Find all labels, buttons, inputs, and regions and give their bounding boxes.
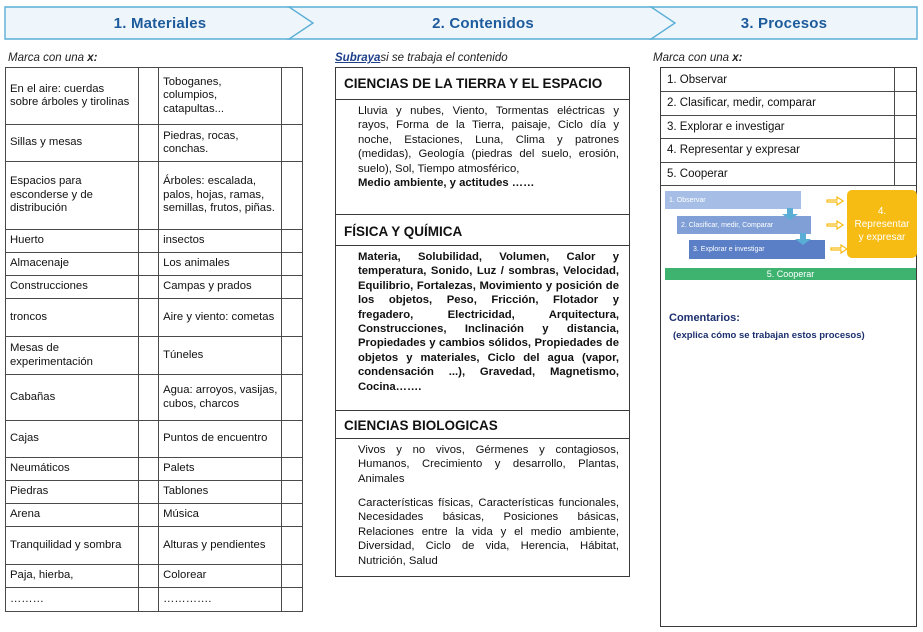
table-row: [6, 375, 303, 421]
section-title-earth: CIENCIAS DE LA TIERRA Y EL ESPACIO: [336, 68, 629, 100]
table-row: [661, 115, 916, 139]
comments-hint: (explica cómo se trabajan estos procesos): [673, 330, 865, 341]
checkbox-cell[interactable]: [894, 92, 916, 116]
checkbox-cell[interactable]: [138, 565, 159, 588]
header-step-materiales: [4, 6, 316, 40]
instruction-underlined: Subraya: [335, 52, 381, 64]
material-label: Toboganes, columpios, catapultas...: [159, 68, 282, 125]
table-row: [6, 458, 303, 481]
checkbox-cell[interactable]: [282, 68, 303, 125]
material-label: Puntos de encuentro: [159, 421, 282, 458]
section-body-bio-1: Vivos y no vivos, Gérmenes y contagiosos, Humanos, Crecimiento y desarrollo, Plantas, Animales: [358, 444, 619, 485]
table-row: [6, 162, 303, 230]
divider: [336, 214, 629, 215]
process-label: 2. Clasificar, medir, comparar: [661, 92, 894, 116]
checkbox-cell[interactable]: [138, 504, 159, 527]
checkbox-cell[interactable]: [138, 253, 159, 276]
material-label: Arena: [6, 504, 139, 527]
contents-panel: [335, 67, 630, 577]
checkbox-cell[interactable]: [282, 125, 303, 162]
arrow-down-icon: [782, 208, 798, 220]
checkbox-cell[interactable]: [282, 458, 303, 481]
material-label: troncos: [6, 299, 139, 337]
table-row: [661, 162, 916, 186]
table-row: [6, 337, 303, 375]
step-title-materiales: 1. Materiales: [113, 14, 207, 32]
material-label: Cajas: [6, 421, 139, 458]
material-label: Paja, hierba,: [6, 565, 139, 588]
section-title-bio: CIENCIAS BIOLOGICAS: [336, 413, 629, 439]
table-row: [661, 139, 916, 163]
diagram-box-observar: 1. Observar: [665, 191, 801, 209]
checkbox-cell[interactable]: [138, 276, 159, 299]
table-row: [6, 481, 303, 504]
checkbox-cell[interactable]: [138, 421, 159, 458]
checkbox-cell[interactable]: [138, 68, 159, 125]
box-line: Representar: [854, 218, 910, 230]
diagram-box-representar: [847, 190, 917, 258]
checkbox-cell[interactable]: [138, 588, 159, 612]
section-body-bio-2: Características físicas, Características funcionales, Necesidades básicas, Posiciones básicas, Relaciones entre la vida y el medio ambiente, Diversidad, Ciclo de vida, Herencia, Hábitat, Nutrición, Salud: [358, 497, 619, 567]
material-label: ………….: [159, 588, 282, 612]
checkbox-cell[interactable]: [282, 337, 303, 375]
materials-instruction: [8, 52, 98, 64]
table-row: [6, 230, 303, 253]
table-row: [6, 527, 303, 565]
checkbox-cell[interactable]: [138, 458, 159, 481]
checkbox-cell[interactable]: [138, 375, 159, 421]
material-label: Campas y prados: [159, 276, 282, 299]
material-label: Colorear: [159, 565, 282, 588]
step-title-contenidos: 2. Contenidos: [432, 14, 534, 32]
material-label: Tablones: [159, 481, 282, 504]
material-label: Espacios para esconderse y de distribución: [6, 162, 139, 230]
material-label: Aire y viento: cometas: [159, 299, 282, 337]
processes-panel: [660, 67, 917, 627]
diagram-box-explorar: 3. Explorar e investigar: [689, 240, 825, 259]
processes-diagram: [665, 190, 915, 282]
table-row: [6, 253, 303, 276]
material-label: Huerto: [6, 230, 139, 253]
checkbox-cell[interactable]: [282, 504, 303, 527]
checkbox-cell[interactable]: [138, 481, 159, 504]
instruction-text: si se trabaja el contenido: [380, 52, 508, 64]
process-label: 1. Observar: [661, 68, 894, 92]
checkbox-cell[interactable]: [282, 230, 303, 253]
material-label: Almacenaje: [6, 253, 139, 276]
checkbox-cell[interactable]: [282, 588, 303, 612]
section-body-earth: [358, 104, 619, 190]
instruction-text: Marca con una: [8, 52, 88, 64]
section-body-physics: Materia, Solubilidad, Volumen, Calor y temperatura, Sonido, Luz / sombras, Velocidad, Equilibrio, Fortalezas, Movimiento y posición de los objetos, Peso, Fricción, Flotador y fregadero, Electricidad, Arquitectura, Construcciones, Inclinación y distancia, Propiedades y cambios sólidos, Propiedades de objetos y materiales, Ciclo del agua (vapor, condensación ...), Gravedad, Magnetismo, Cocina…….: [358, 251, 619, 393]
material-label: Mesas de experimentación: [6, 337, 139, 375]
comments-title: Comentarios:: [669, 312, 740, 324]
process-label: 3. Explorar e investigar: [661, 115, 894, 139]
material-label: Sillas y mesas: [6, 125, 139, 162]
checkbox-cell[interactable]: [894, 115, 916, 139]
process-label: 5. Cooperar: [661, 162, 894, 186]
material-label: Música: [159, 504, 282, 527]
material-label: Túneles: [159, 337, 282, 375]
checkbox-cell[interactable]: [138, 527, 159, 565]
table-row: [6, 565, 303, 588]
material-label: Construcciones: [6, 276, 139, 299]
arrow-right-icon: [827, 197, 847, 253]
earth-topics-extra: Medio ambiente, y actitudes ……: [358, 177, 535, 190]
diagram-box-cooperar: 5. Cooperar: [665, 268, 916, 280]
header-step-contenidos: [288, 6, 678, 40]
process-label: 4. Representar y expresar: [661, 139, 894, 163]
material-label: Piedras: [6, 481, 139, 504]
material-label: Los animales: [159, 253, 282, 276]
material-label: Tranquilidad y sombra: [6, 527, 139, 565]
table-row: [6, 276, 303, 299]
table-row: [661, 68, 916, 92]
instruction-mark: x:: [87, 52, 98, 64]
material-label: insectos: [159, 230, 282, 253]
checkbox-cell[interactable]: [894, 139, 916, 163]
table-row: [6, 504, 303, 527]
box-line: y expresar: [858, 231, 906, 243]
box-line: 4.: [877, 205, 887, 217]
processes-checklist: [661, 68, 916, 186]
checkbox-cell[interactable]: [282, 375, 303, 421]
table-row: [6, 125, 303, 162]
checkbox-cell[interactable]: [282, 162, 303, 230]
table-row: [661, 92, 916, 116]
instruction-text: Marca con una: [653, 52, 733, 64]
checkbox-cell[interactable]: [894, 68, 916, 92]
diagram-box-clasificar: 2. Clasificar, medir, Comparar: [677, 216, 811, 234]
divider: [336, 410, 629, 411]
table-row: [6, 299, 303, 337]
table-row: [6, 588, 303, 612]
material-label: Alturas y pendientes: [159, 527, 282, 565]
checkbox-cell[interactable]: [894, 162, 916, 186]
material-label: En el aire: cuerdas sobre árboles y tirolinas: [6, 68, 139, 125]
section-title-physics: FÍSICA Y QUÍMICA: [336, 218, 629, 246]
checkbox-cell[interactable]: [282, 253, 303, 276]
instruction-mark: x:: [732, 52, 743, 64]
material-label: ………: [6, 588, 139, 612]
checkbox-cell[interactable]: [138, 230, 159, 253]
material-label: Árboles: escalada, palos, hojas, ramas, semillas, frutos, piñas.: [159, 162, 282, 230]
checkbox-cell[interactable]: [282, 481, 303, 504]
checkbox-cell[interactable]: [282, 527, 303, 565]
materials-table: [5, 67, 303, 612]
checkbox-cell[interactable]: [282, 299, 303, 337]
arrow-down-icon: [795, 233, 811, 245]
checkbox-cell[interactable]: [138, 337, 159, 375]
material-label: Neumáticos: [6, 458, 139, 481]
table-row: [6, 68, 303, 125]
earth-topics: Lluvia y nubes, Viento, Tormentas eléctricas y rayos, Forma de la Tierra, paisaje, Ciclo día y noche, Estaciones, Luna, Clima y patrones (medidas), Geología (piedras del suelo, erosión, suelo), Sol, Tiempo atmosférico,: [358, 105, 619, 175]
material-label: Piedras, rocas, conchas.: [159, 125, 282, 162]
material-label: Agua: arroyos, vasijas, cubos, charcos: [159, 375, 282, 421]
table-row: [6, 421, 303, 458]
contents-instruction: [335, 52, 508, 64]
checkbox-cell[interactable]: [138, 162, 159, 230]
material-label: Cabañas: [6, 375, 139, 421]
checkbox-cell[interactable]: [138, 299, 159, 337]
step-title-procesos: 3. Procesos: [740, 14, 828, 32]
checkbox-cell[interactable]: [282, 421, 303, 458]
header-step-procesos: [650, 6, 918, 40]
processes-instruction: [653, 52, 743, 64]
checkbox-cell[interactable]: [282, 565, 303, 588]
material-label: Palets: [159, 458, 282, 481]
checkbox-cell[interactable]: [138, 125, 159, 162]
checkbox-cell[interactable]: [282, 276, 303, 299]
